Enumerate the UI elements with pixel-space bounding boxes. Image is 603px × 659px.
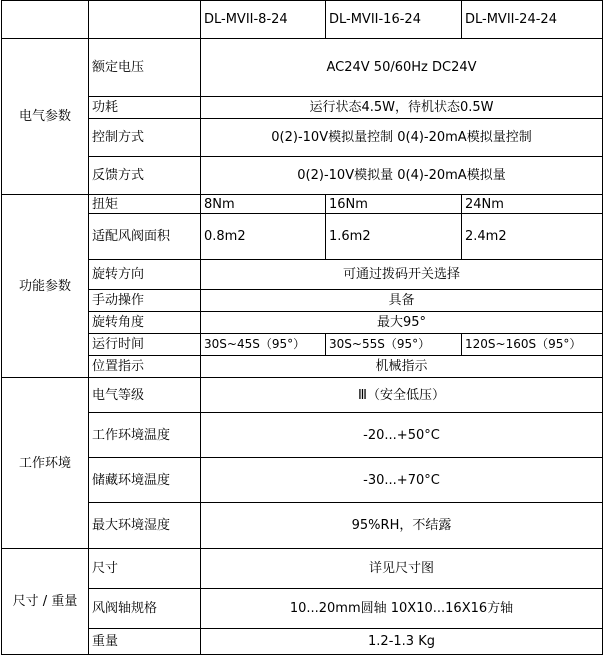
- row-max-humidity: [2, 503, 603, 549]
- label-run-time: 运行时间: [89, 334, 201, 356]
- model-1: DL-MVII-8-24: [201, 1, 326, 39]
- section-electrical-title: 电气参数: [2, 39, 89, 195]
- value-shaft: 10...20mm圆轴 10X10...16X16方轴: [201, 589, 603, 629]
- label-electrical-class: 电气等级: [89, 378, 201, 413]
- value-rated-voltage: AC24V 50/60Hz DC24V: [201, 39, 603, 97]
- spec-table: [1, 0, 603, 655]
- label-direction: 旋转方向: [89, 260, 201, 290]
- value-position: 机械指示: [201, 356, 603, 378]
- row-control: [2, 119, 603, 157]
- label-operating-temp: 工作环境温度: [89, 413, 201, 458]
- value-power: 运行状态4.5W，待机状态0.5W: [201, 97, 603, 119]
- value-damper-area-3: 2.4m2: [462, 214, 603, 260]
- label-shaft: 风阀轴规格: [89, 589, 201, 629]
- label-torque: 扭矩: [89, 195, 201, 214]
- corner-cell: [2, 1, 89, 39]
- label-max-humidity: 最大环境湿度: [89, 503, 201, 549]
- label-power: 功耗: [89, 97, 201, 119]
- row-size: [2, 549, 603, 589]
- value-damper-area-1: 0.8m2: [201, 214, 326, 260]
- row-angle: [2, 312, 603, 334]
- value-angle: 最大95°: [201, 312, 603, 334]
- label-manual: 手动操作: [89, 290, 201, 312]
- label-weight: 重量: [89, 629, 201, 655]
- section-dimensions-title: 尺寸 / 重量: [2, 549, 89, 655]
- value-storage-temp: -30...+70°C: [201, 458, 603, 503]
- label-storage-temp: 储藏环境温度: [89, 458, 201, 503]
- value-operating-temp: -20...+50°C: [201, 413, 603, 458]
- row-operating-temp: [2, 413, 603, 458]
- row-position: [2, 356, 603, 378]
- value-weight: 1.2-1.3 Kg: [201, 629, 603, 655]
- row-feedback: [2, 157, 603, 195]
- value-feedback: 0(2)-10V模拟量 0(4)-20mA模拟量: [201, 157, 603, 195]
- row-electrical-class: [2, 378, 603, 413]
- value-manual: 具备: [201, 290, 603, 312]
- value-run-time-3: 120S~160S（95°）: [462, 334, 603, 356]
- row-direction: [2, 260, 603, 290]
- label-damper-area: 适配风阀面积: [89, 214, 201, 260]
- row-power: [2, 97, 603, 119]
- corner-cell-2: [89, 1, 201, 39]
- row-torque: [2, 195, 603, 214]
- row-weight: [2, 629, 603, 655]
- label-feedback: 反馈方式: [89, 157, 201, 195]
- label-control: 控制方式: [89, 119, 201, 157]
- section-environment-title: 工作环境: [2, 378, 89, 549]
- value-run-time-2: 30S~55S（95°）: [326, 334, 462, 356]
- label-position: 位置指示: [89, 356, 201, 378]
- model-header-row: [2, 1, 603, 39]
- row-manual: [2, 290, 603, 312]
- value-max-humidity: 95%RH，不结露: [201, 503, 603, 549]
- model-3: DL-MVII-24-24: [462, 1, 603, 39]
- row-storage-temp: [2, 458, 603, 503]
- value-size: 详见尺寸图: [201, 549, 603, 589]
- value-torque-3: 24Nm: [462, 195, 603, 214]
- value-damper-area-2: 1.6m2: [326, 214, 462, 260]
- value-direction: 可通过拨码开关选择: [201, 260, 603, 290]
- label-rated-voltage: 额定电压: [89, 39, 201, 97]
- label-size: 尺寸: [89, 549, 201, 589]
- label-angle: 旋转角度: [89, 312, 201, 334]
- model-2: DL-MVII-16-24: [326, 1, 462, 39]
- value-control: 0(2)-10V模拟量控制 0(4)-20mA模拟量控制: [201, 119, 603, 157]
- value-run-time-1: 30S~45S（95°）: [201, 334, 326, 356]
- row-shaft: [2, 589, 603, 629]
- value-electrical-class: Ⅲ（安全低压）: [201, 378, 603, 413]
- row-damper-area: [2, 214, 603, 260]
- value-torque-1: 8Nm: [201, 195, 326, 214]
- row-rated-voltage: [2, 39, 603, 97]
- section-function-title: 功能参数: [2, 195, 89, 378]
- row-run-time: [2, 334, 603, 356]
- value-torque-2: 16Nm: [326, 195, 462, 214]
